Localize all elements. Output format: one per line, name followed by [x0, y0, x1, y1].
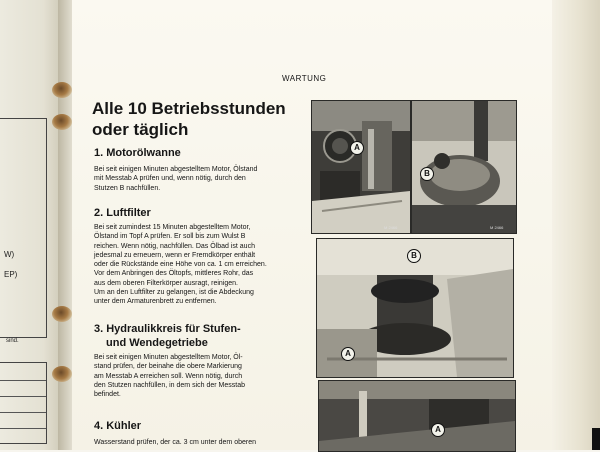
text-line: aus dem oberen Filterkörper ausragt, reinigen. — [94, 279, 238, 287]
section-heading-motoroelwanne: 1. Motorölwanne — [94, 147, 181, 159]
photo-number: M 2466 — [384, 225, 398, 230]
page-title — [92, 98, 286, 140]
page-header: WARTUNG — [282, 74, 327, 83]
left-page-fragment: EP) — [4, 270, 18, 279]
text-line: Bei seit einigen Minuten abgestelltem Motor, Öl- — [94, 354, 243, 361]
text-line: befindet. — [94, 391, 121, 399]
table-rule — [0, 412, 46, 413]
table-rule — [0, 428, 46, 429]
photo-air-filter — [316, 238, 514, 378]
left-page — [0, 0, 62, 450]
binder-hole — [52, 82, 72, 98]
text-line: Bei seit zumindest 15 Minuten abgestelltem Motor, — [94, 224, 251, 231]
text-line: am Messtab A erreichen soll. Wenn nötig, durch — [94, 372, 243, 380]
left-page-table — [0, 118, 47, 338]
title-line: oder täglich — [92, 120, 189, 139]
text-line: stand prüfen, der beinahe die obere Markierung — [94, 363, 242, 371]
text-line: reichen. Wenn nötig, nachfüllen. Das Ölbad ist auch — [94, 242, 255, 250]
label-a: A — [350, 141, 364, 155]
photo-number: M 2466 — [490, 225, 504, 230]
text-line: Vor dem Anbringen des Öltopfs, mittleres Rohr, das — [94, 270, 254, 278]
photo-engine-oil — [311, 100, 411, 234]
heading-line: 3. Hydraulikkreis für Stufen- — [94, 323, 241, 335]
text-line: Stutzen B nachfüllen. — [94, 184, 161, 192]
section-text-luftfilter — [94, 223, 300, 307]
label-a: A — [341, 347, 355, 361]
page-tab-marker — [592, 428, 600, 450]
text-line: unter dem Armaturenbrett zu entfernen. — [94, 298, 217, 306]
text-line: mit Messtab A prüfen und, wenn nötig, durch den — [94, 175, 246, 183]
text-line: jedesmal zu erneuern, wenn er Fremdkörper enthält — [94, 251, 256, 259]
table-rule — [0, 380, 46, 381]
engine-photo-graphic — [312, 101, 410, 233]
binder-hole — [52, 366, 72, 382]
section-text-kuehler — [94, 438, 300, 447]
label-b: B — [407, 249, 421, 263]
text-line: Bei seit einigen Minuten abgestelltem Motor, Ölstand — [94, 166, 258, 173]
heading-line: und Wendegetriebe — [106, 337, 208, 349]
text-line: Wasserstand prüfen, der ca. 3 cm unter dem oberen — [94, 439, 256, 446]
section-text-motoroelwanne — [94, 165, 300, 193]
left-page-fragment: sind. — [6, 338, 19, 344]
text-line: Um an den Luftfilter zu gelangen, ist die Abdeckung — [94, 289, 254, 297]
binder-hole — [52, 114, 72, 130]
section-heading-luftfilter: 2. Luftfilter — [94, 207, 151, 219]
photo-hydraulic — [318, 380, 516, 452]
binder-hole — [52, 306, 72, 322]
page-edge — [552, 0, 600, 450]
text-line: den Stutzen nachfüllen, in dem sich der Messtab — [94, 381, 245, 389]
text-line: oder die Rückstände eine Höhe von ca. 1 cm erreichen. — [94, 261, 267, 269]
text-line: Ölstand im Topf A prüfen. Er soll bis zum Wulst B — [94, 233, 246, 241]
table-rule — [0, 396, 46, 397]
hydraulic-photo-graphic — [319, 381, 515, 451]
photo-filler-neck — [411, 100, 517, 234]
label-a: A — [431, 423, 445, 437]
label-b: B — [420, 167, 434, 181]
section-text-hydraulikkreis — [94, 353, 300, 399]
title-line: Alle 10 Betriebsstunden — [92, 99, 286, 118]
left-page-table-2 — [0, 362, 47, 444]
left-page-fragment: W) — [4, 250, 15, 259]
section-heading-hydraulikkreis — [94, 322, 241, 350]
section-heading-kuehler: 4. Kühler — [94, 420, 142, 432]
